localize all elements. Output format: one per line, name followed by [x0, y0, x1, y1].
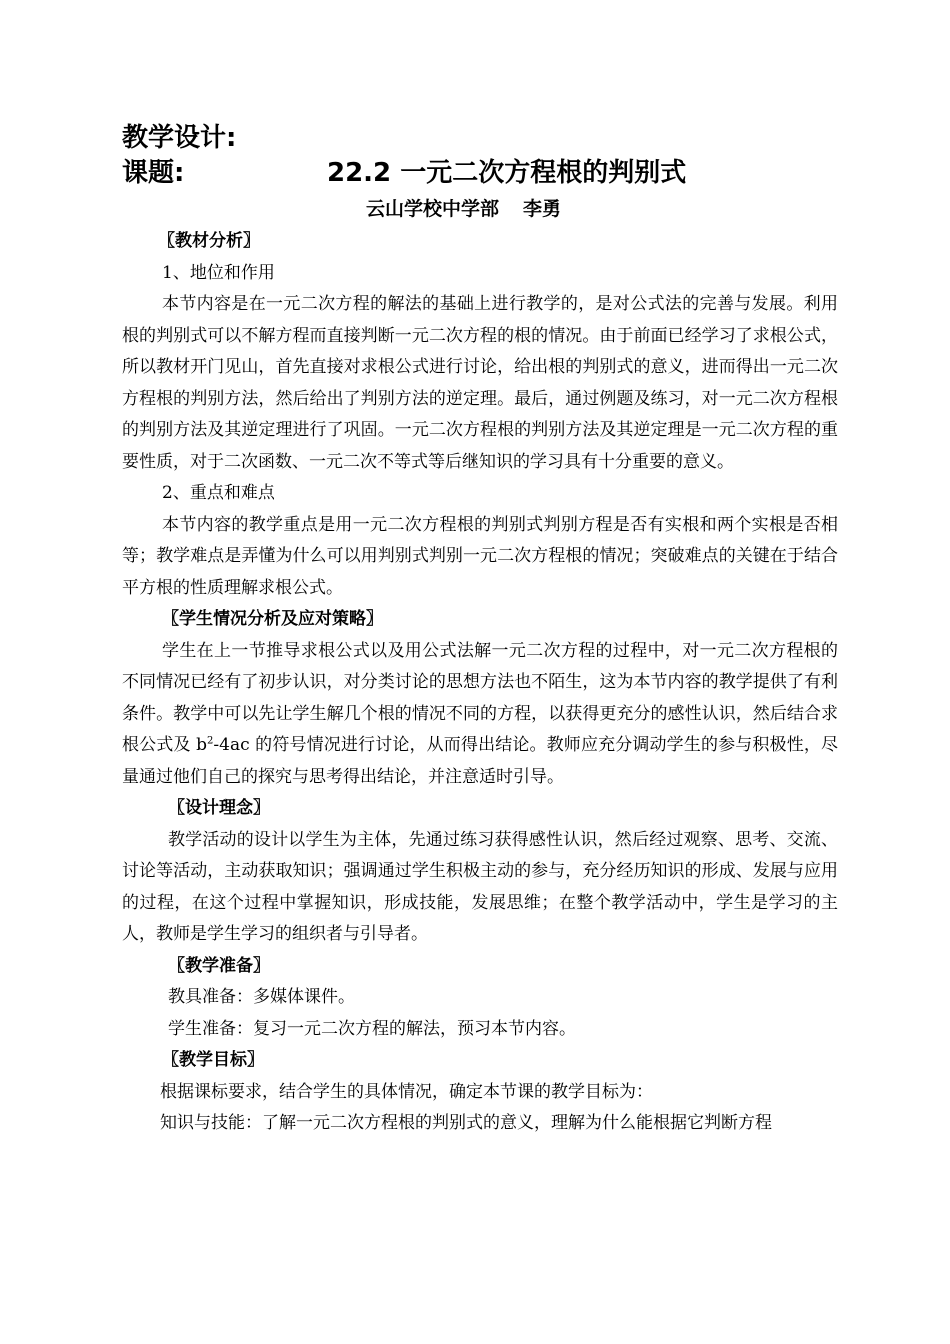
- goals-knowledge: 知识与技能：了解一元二次方程根的判别式的意义，理解为什么能根据它判断方程: [160, 1113, 772, 1133]
- school-name: 云山学校中学部: [366, 198, 500, 220]
- paragraph-keypoints: 本节内容的教学重点是用一元二次方程根的判别式判别方程是否有实根和两个实根是否相等；教学难点是弄懂为什么可以用判别式判别一元二次方程根的情况；突破难点的关键在于结合平方根的性质理解求根公式。: [122, 514, 838, 598]
- section-heading-material: 〖教材分析〗: [158, 231, 260, 251]
- author-line: [366, 194, 561, 224]
- subheading-position: 1、地位和作用: [162, 262, 275, 283]
- design-label: 教学设计:: [122, 123, 237, 153]
- topic-label: 课题:: [122, 158, 185, 188]
- section-heading-students: 〖学生情况分析及应对策略〗: [162, 609, 383, 629]
- prep-student: 学生准备：复习一元二次方程的解法，预习本节内容。: [168, 1018, 576, 1039]
- section-heading-concept: 〖设计理念〗: [168, 798, 270, 818]
- students-text-a: 学生在上一节推导求根公式以及用公式法解一元二次方程的过程中，对一元二次方程根的不同情况已经有了初步认识，对分类讨论的思想方法也不陌生，这为本节内容的教学提供了有利条件。教学中可以先让学生解几个根的情况不同的方程，以获得更充分的感性认识，然后结合求根公式及 b: [122, 640, 838, 755]
- superscript-2: 2: [207, 735, 214, 747]
- section-heading-prep: 〖教学准备〗: [168, 955, 270, 976]
- students-text-b: -4ac 的符号情况进行讨论，从而得出结论。教师应充分调动学生的参与积极性，尽量通过他们自己的探究与思考得出结论，并注意适时引导。: [122, 735, 838, 787]
- topic-title: 22.2 一元二次方程根的判别式: [327, 158, 687, 188]
- prep-teacher: 教具准备：多媒体课件。: [168, 987, 355, 1007]
- paragraph-concept: 教学活动的设计以学生为主体，先通过练习获得感性认识，然后经过观察、思考、交流、讨论等活动，主动获取知识；强调通过学生积极主动的参与，充分经历知识的形成、发展与应用的过程，在这个过程中掌握知识，形成技能，发展思维；在整个教学活动中，学生是学习的主人，教师是学生学习的组织者与引导者。: [122, 829, 838, 944]
- goals-intro: 根据课标要求，结合学生的具体情况，确定本节课的教学目标为：: [160, 1081, 653, 1102]
- topic-row: [122, 155, 842, 191]
- section-heading-goals: 〖教学目标〗: [162, 1050, 264, 1070]
- author-name: 李勇: [523, 198, 562, 220]
- document-body: [122, 226, 838, 1140]
- paragraph-position: 本节内容是在一元二次方程的解法的基础上进行教学的，是对公式法的完善与发展。利用根的判别式可以不解方程而直接判断一元二次方程的根的情况。由于前面已经学习了求根公式，所以教材开门见山，首先直接对求根公式进行讨论，给出根的判别式的意义，进而得出一元二次方程根的判别方法，然后给出了判别方法的逆定理。最后，通过例题及练习，对一元二次方程根的判别方法及其逆定理进行了巩固。一元二次方程根的判别方法及其逆定理是一元二次方程的重要性质，对于二次函数、一元二次不等式等后继知识的学习具有十分重要的意义。: [122, 294, 838, 472]
- subheading-keypoints: 2、重点和难点: [162, 483, 275, 503]
- paragraph-students: [122, 636, 838, 794]
